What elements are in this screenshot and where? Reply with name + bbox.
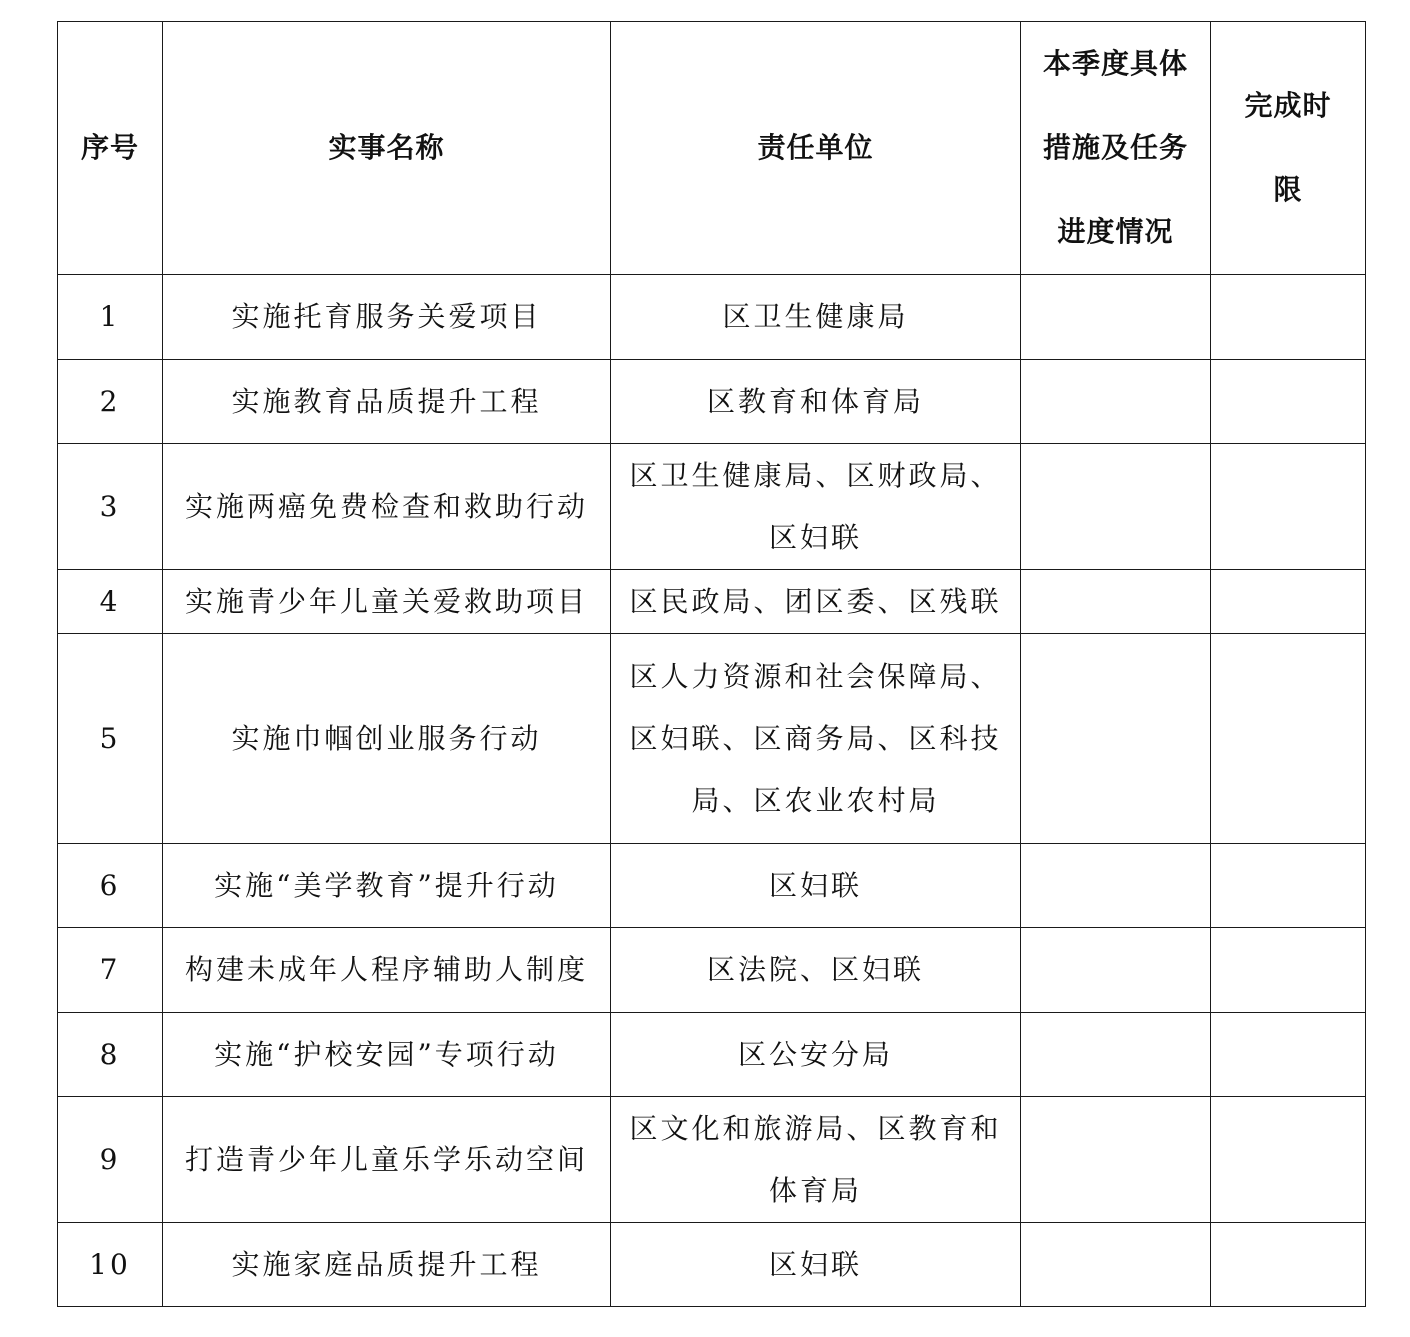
row-progress xyxy=(1021,928,1211,1013)
table-row xyxy=(58,844,1366,928)
row-unit-text: 区人力资源和社会保障局、区妇联、区商务局、区科技局、区农业农村局 xyxy=(629,659,1002,817)
row-name: 实施家庭品质提升工程 xyxy=(163,1223,611,1307)
table-row xyxy=(58,1223,1366,1307)
row-unit xyxy=(611,928,1021,1013)
table-row xyxy=(58,570,1366,634)
row-deadline xyxy=(1211,1097,1366,1223)
row-unit-text: 区卫生健康局、区财政局、区妇联 xyxy=(629,458,1002,554)
row-unit-text: 区文化和旅游局、区教育和体育局 xyxy=(629,1111,1002,1207)
row-unit xyxy=(611,444,1021,570)
row-unit xyxy=(611,275,1021,360)
row-progress xyxy=(1021,275,1211,360)
task-table xyxy=(57,21,1366,1307)
row-progress xyxy=(1021,1223,1211,1307)
row-name: 实施“护校安园”专项行动 xyxy=(163,1013,611,1097)
row-seq: 9 xyxy=(58,1097,163,1223)
row-unit-text: 区民政局、团区委、区残联 xyxy=(629,584,1002,618)
row-deadline xyxy=(1211,444,1366,570)
row-unit-text: 区法院、区妇联 xyxy=(706,953,924,986)
row-name: 实施教育品质提升工程 xyxy=(163,360,611,444)
row-unit xyxy=(611,1223,1021,1307)
row-progress xyxy=(1021,1013,1211,1097)
header-row xyxy=(58,22,1366,275)
row-seq: 3 xyxy=(58,444,163,570)
row-unit xyxy=(611,360,1021,444)
table-row xyxy=(58,275,1366,360)
row-unit-text: 区卫生健康局 xyxy=(722,300,909,333)
row-deadline xyxy=(1211,1013,1366,1097)
row-deadline xyxy=(1211,928,1366,1013)
row-seq: 5 xyxy=(58,634,163,844)
row-seq: 2 xyxy=(58,360,163,444)
row-deadline xyxy=(1211,634,1366,844)
row-unit xyxy=(611,570,1021,634)
row-unit xyxy=(611,1097,1021,1223)
row-progress xyxy=(1021,844,1211,928)
row-name: 实施青少年儿童关爱救助项目 xyxy=(163,570,611,634)
table-row xyxy=(58,928,1366,1013)
row-deadline xyxy=(1211,1223,1366,1307)
header-progress xyxy=(1021,22,1211,275)
row-unit xyxy=(611,634,1021,844)
header-deadline-text: 完成时限 xyxy=(1244,89,1332,206)
row-deadline xyxy=(1211,360,1366,444)
row-seq: 10 xyxy=(58,1223,163,1307)
row-unit-text: 区妇联 xyxy=(768,1247,862,1281)
row-deadline xyxy=(1211,570,1366,634)
header-progress-text: 本季度具体措施及任务进度情况 xyxy=(1042,47,1188,248)
row-name: 实施巾帼创业服务行动 xyxy=(163,634,611,844)
table-row xyxy=(58,634,1366,844)
row-name: 打造青少年儿童乐学乐动空间 xyxy=(163,1097,611,1223)
row-unit-text: 区公安分局 xyxy=(737,1037,893,1071)
row-seq: 1 xyxy=(58,275,163,360)
row-progress xyxy=(1021,360,1211,444)
table-row xyxy=(58,1097,1366,1223)
table-row xyxy=(58,360,1366,444)
row-unit-text: 区妇联 xyxy=(768,868,862,902)
header-seq: 序号 xyxy=(58,22,163,275)
row-progress xyxy=(1021,444,1211,570)
row-seq: 6 xyxy=(58,844,163,928)
row-progress xyxy=(1021,570,1211,634)
row-seq: 7 xyxy=(58,928,163,1013)
table-row xyxy=(58,444,1366,570)
row-unit xyxy=(611,844,1021,928)
row-name: 构建未成年人程序辅助人制度 xyxy=(163,928,611,1013)
header-unit: 责任单位 xyxy=(611,22,1021,275)
row-deadline xyxy=(1211,275,1366,360)
row-seq: 4 xyxy=(58,570,163,634)
header-deadline xyxy=(1211,22,1366,275)
row-seq: 8 xyxy=(58,1013,163,1097)
row-name: 实施“美学教育”提升行动 xyxy=(163,844,611,928)
row-deadline xyxy=(1211,844,1366,928)
row-name: 实施两癌免费检查和救助行动 xyxy=(163,444,611,570)
row-unit xyxy=(611,1013,1021,1097)
header-name: 实事名称 xyxy=(163,22,611,275)
row-progress xyxy=(1021,1097,1211,1223)
row-progress xyxy=(1021,634,1211,844)
table-row xyxy=(58,1013,1366,1097)
row-name: 实施托育服务关爱项目 xyxy=(163,275,611,360)
row-unit-text: 区教育和体育局 xyxy=(706,384,924,418)
